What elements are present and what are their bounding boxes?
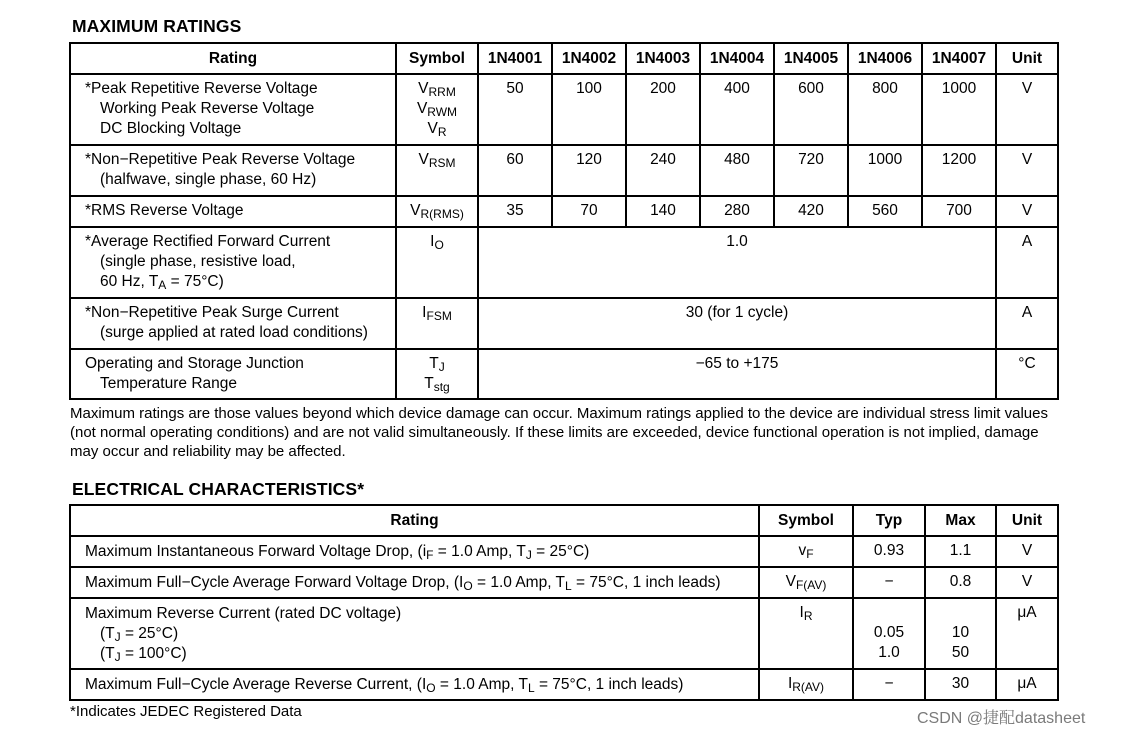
value-cell: 100 (552, 74, 626, 145)
symbol-cell (396, 349, 478, 399)
max-value: 10 (951, 624, 970, 641)
symbol-base: V (410, 202, 421, 219)
symbol-sub: O (434, 238, 444, 252)
symbol-sub: J (438, 360, 445, 374)
symbol-sub: R (803, 609, 813, 623)
symbol-base: T (429, 355, 439, 372)
rating-cell (70, 74, 396, 145)
col-1n4005: 1N4005 (774, 43, 848, 74)
symbol-base: V (416, 100, 428, 117)
max-cell: 30 (925, 669, 996, 700)
table-row (70, 598, 1058, 669)
rating-text: = 1.0 Amp, T (435, 676, 528, 693)
rating-text: (halfwave, single phase, 60 Hz) (100, 171, 317, 188)
rating-text: = 25°C) (120, 625, 179, 642)
max-ratings-title: MAXIMUM RATINGS (72, 16, 242, 36)
symbol-cell (396, 196, 478, 227)
value-cell: 700 (922, 196, 996, 227)
symbol-sub: RRM (428, 85, 456, 99)
symbol-sub: RWM (427, 105, 458, 119)
value-cell: 35 (478, 196, 552, 227)
rating-cell (70, 145, 396, 196)
footnote: *Indicates JEDEC Registered Data (70, 703, 302, 720)
symbol-sub: F (806, 547, 814, 561)
symbol-cell (396, 227, 478, 298)
rating-text: = 75°C, 1 inch leads) (534, 676, 684, 693)
rating-text: DC Blocking Voltage (100, 120, 242, 137)
rating-sub: J (525, 548, 532, 562)
symbol-cell (396, 74, 478, 145)
symbol-base: I (799, 604, 804, 621)
value-cell: 200 (626, 74, 700, 145)
unit-cell: μA (996, 669, 1058, 700)
unit-cell: A (996, 298, 1058, 349)
symbol-cell (759, 567, 853, 598)
symbol-sub: RSM (428, 156, 456, 170)
symbol-base: V (427, 120, 438, 137)
value-cell: 140 (626, 196, 700, 227)
table-row (70, 669, 1058, 700)
rating-sub: L (527, 681, 535, 695)
rating-text: (T (100, 645, 115, 662)
rating-cell (70, 669, 759, 700)
value-cell: 1000 (922, 74, 996, 145)
unit-cell: V (996, 145, 1058, 196)
rating-sub: F (426, 548, 434, 562)
rating-cell (70, 298, 396, 349)
col-1n4001: 1N4001 (478, 43, 552, 74)
symbol-base: I (422, 304, 427, 321)
col-1n4007: 1N4007 (922, 43, 996, 74)
rating-sub: J (114, 630, 121, 644)
rating-text: = 75°C) (166, 273, 224, 290)
table-row (70, 536, 1058, 567)
col-1n4006: 1N4006 (848, 43, 922, 74)
rating-cell (70, 536, 759, 567)
rating-sub: A (158, 278, 167, 292)
symbol-cell (396, 298, 478, 349)
rating-cell (70, 567, 759, 598)
rating-text: = 1.0 Amp, T (433, 543, 526, 560)
merged-value-cell: 1.0 (478, 227, 996, 298)
rating-text: *Peak Repetitive Reverse Voltage (85, 80, 318, 97)
max-cell: 0.8 (925, 567, 996, 598)
value-cell: 1000 (848, 145, 922, 196)
col-max: Max (925, 505, 996, 536)
rating-text: Maximum Reverse Current (rated DC voltage) (85, 605, 402, 622)
value-cell: 1200 (922, 145, 996, 196)
symbol-sub: R(RMS) (420, 207, 464, 221)
value-cell: 480 (700, 145, 774, 196)
value-cell: 420 (774, 196, 848, 227)
symbol-base: V (418, 80, 429, 97)
max-ratings-header-row (70, 43, 1058, 74)
col-unit: Unit (996, 505, 1058, 536)
rating-text: (surge applied at rated load conditions) (100, 324, 368, 341)
col-symbol: Symbol (759, 505, 853, 536)
symbol-sub: R(AV) (792, 680, 825, 694)
unit-cell: °C (996, 349, 1058, 399)
symbol-cell (396, 145, 478, 196)
rating-text: Temperature Range (100, 375, 237, 392)
max-cell: 1.1 (925, 536, 996, 567)
max-cell (925, 598, 996, 669)
rating-text: (T (100, 625, 115, 642)
table-row (70, 349, 1058, 399)
table-row (70, 196, 1058, 227)
value-cell: 70 (552, 196, 626, 227)
merged-value-cell: −65 to +175 (478, 349, 996, 399)
unit-cell: V (996, 567, 1058, 598)
rating-cell (70, 196, 396, 227)
rating-text: Operating and Storage Junction (85, 355, 304, 372)
rating-text: 60 Hz, T (100, 273, 159, 290)
rating-cell (70, 227, 396, 298)
unit-cell: V (996, 74, 1058, 145)
table-row (70, 145, 1058, 196)
unit-cell: μA (996, 598, 1058, 669)
electrical-table (69, 504, 1059, 701)
table-row (70, 74, 1058, 145)
unit-cell: V (996, 196, 1058, 227)
rating-sub: O (463, 579, 473, 593)
rating-sub: O (426, 681, 436, 695)
rating-text: Working Peak Reverse Voltage (100, 100, 315, 117)
typ-cell: − (853, 669, 925, 700)
value-cell: 60 (478, 145, 552, 196)
value-cell: 600 (774, 74, 848, 145)
col-typ: Typ (853, 505, 925, 536)
typ-cell: 0.93 (853, 536, 925, 567)
col-1n4004: 1N4004 (700, 43, 774, 74)
col-unit: Unit (996, 43, 1058, 74)
rating-text: = 1.0 Amp, T (472, 574, 566, 591)
rating-text: *RMS Reverse Voltage (85, 202, 244, 219)
value-cell: 120 (552, 145, 626, 196)
symbol-sub: stg (433, 380, 450, 394)
rating-text: Maximum Full−Cycle Average Reverse Current, (I (85, 676, 427, 693)
col-rating: Rating (70, 505, 759, 536)
rating-sub: J (114, 650, 121, 664)
rating-cell (70, 349, 396, 399)
rating-text: = 100°C) (120, 645, 187, 662)
value-cell: 720 (774, 145, 848, 196)
col-1n4002: 1N4002 (552, 43, 626, 74)
symbol-base: V (785, 573, 796, 590)
watermark: CSDN @捷配datasheet (917, 710, 1086, 727)
symbol-base: v (798, 542, 807, 559)
value-cell: 560 (848, 196, 922, 227)
electrical-title: ELECTRICAL CHARACTERISTICS* (72, 479, 365, 499)
rating-text: *Average Rectified Forward Current (85, 233, 331, 250)
value-cell: 240 (626, 145, 700, 196)
rating-text: *Non−Repetitive Peak Reverse Voltage (85, 151, 356, 168)
rating-text: Maximum Instantaneous Forward Voltage Drop, (i (85, 543, 427, 560)
rating-text: = 25°C) (531, 543, 590, 560)
symbol-sub: FSM (426, 309, 452, 323)
rating-text: = 75°C, 1 inch leads) (571, 574, 721, 591)
unit-cell: V (996, 536, 1058, 567)
typ-value: 0.05 (873, 624, 905, 641)
table-row (70, 298, 1058, 349)
symbol-base: I (787, 675, 793, 692)
table-row (70, 567, 1058, 598)
typ-cell (853, 598, 925, 669)
symbol-base: I (430, 233, 435, 250)
symbol-base: V (418, 151, 429, 168)
value-cell: 280 (700, 196, 774, 227)
rating-sub: L (565, 579, 572, 593)
rating-text: (single phase, resistive load, (100, 253, 296, 270)
unit-cell: A (996, 227, 1058, 298)
typ-cell: − (853, 567, 925, 598)
merged-value-cell: 30 (for 1 cycle) (478, 298, 996, 349)
rating-text: Maximum Full−Cycle Average Forward Voltage Drop, (I (85, 574, 464, 591)
table-row (70, 227, 1058, 298)
symbol-cell (759, 598, 853, 669)
max-ratings-note: Maximum ratings are those values beyond which device damage can occur. Maximum ratings applied to the device are individual stress limit values (not normal operating conditions) and are not valid simultaneously. If these limits are exceeded, device functional operation is not implied, damage may occur and reliability may be affected. (70, 405, 1048, 460)
col-symbol: Symbol (396, 43, 478, 74)
electrical-header-row (70, 505, 1058, 536)
symbol-cell (759, 669, 853, 700)
symbol-sub: R (437, 125, 447, 139)
max-ratings-table (69, 42, 1059, 400)
symbol-base: T (424, 375, 434, 392)
symbol-cell (759, 536, 853, 567)
value-cell: 50 (478, 74, 552, 145)
symbol-sub: F(AV) (795, 578, 827, 592)
col-rating: Rating (70, 43, 396, 74)
value-cell: 800 (848, 74, 922, 145)
typ-value: 1.0 (878, 644, 900, 661)
rating-cell (70, 598, 759, 669)
value-cell: 400 (700, 74, 774, 145)
rating-text: *Non−Repetitive Peak Surge Current (85, 304, 339, 321)
col-1n4003: 1N4003 (626, 43, 700, 74)
max-value: 50 (951, 644, 970, 661)
